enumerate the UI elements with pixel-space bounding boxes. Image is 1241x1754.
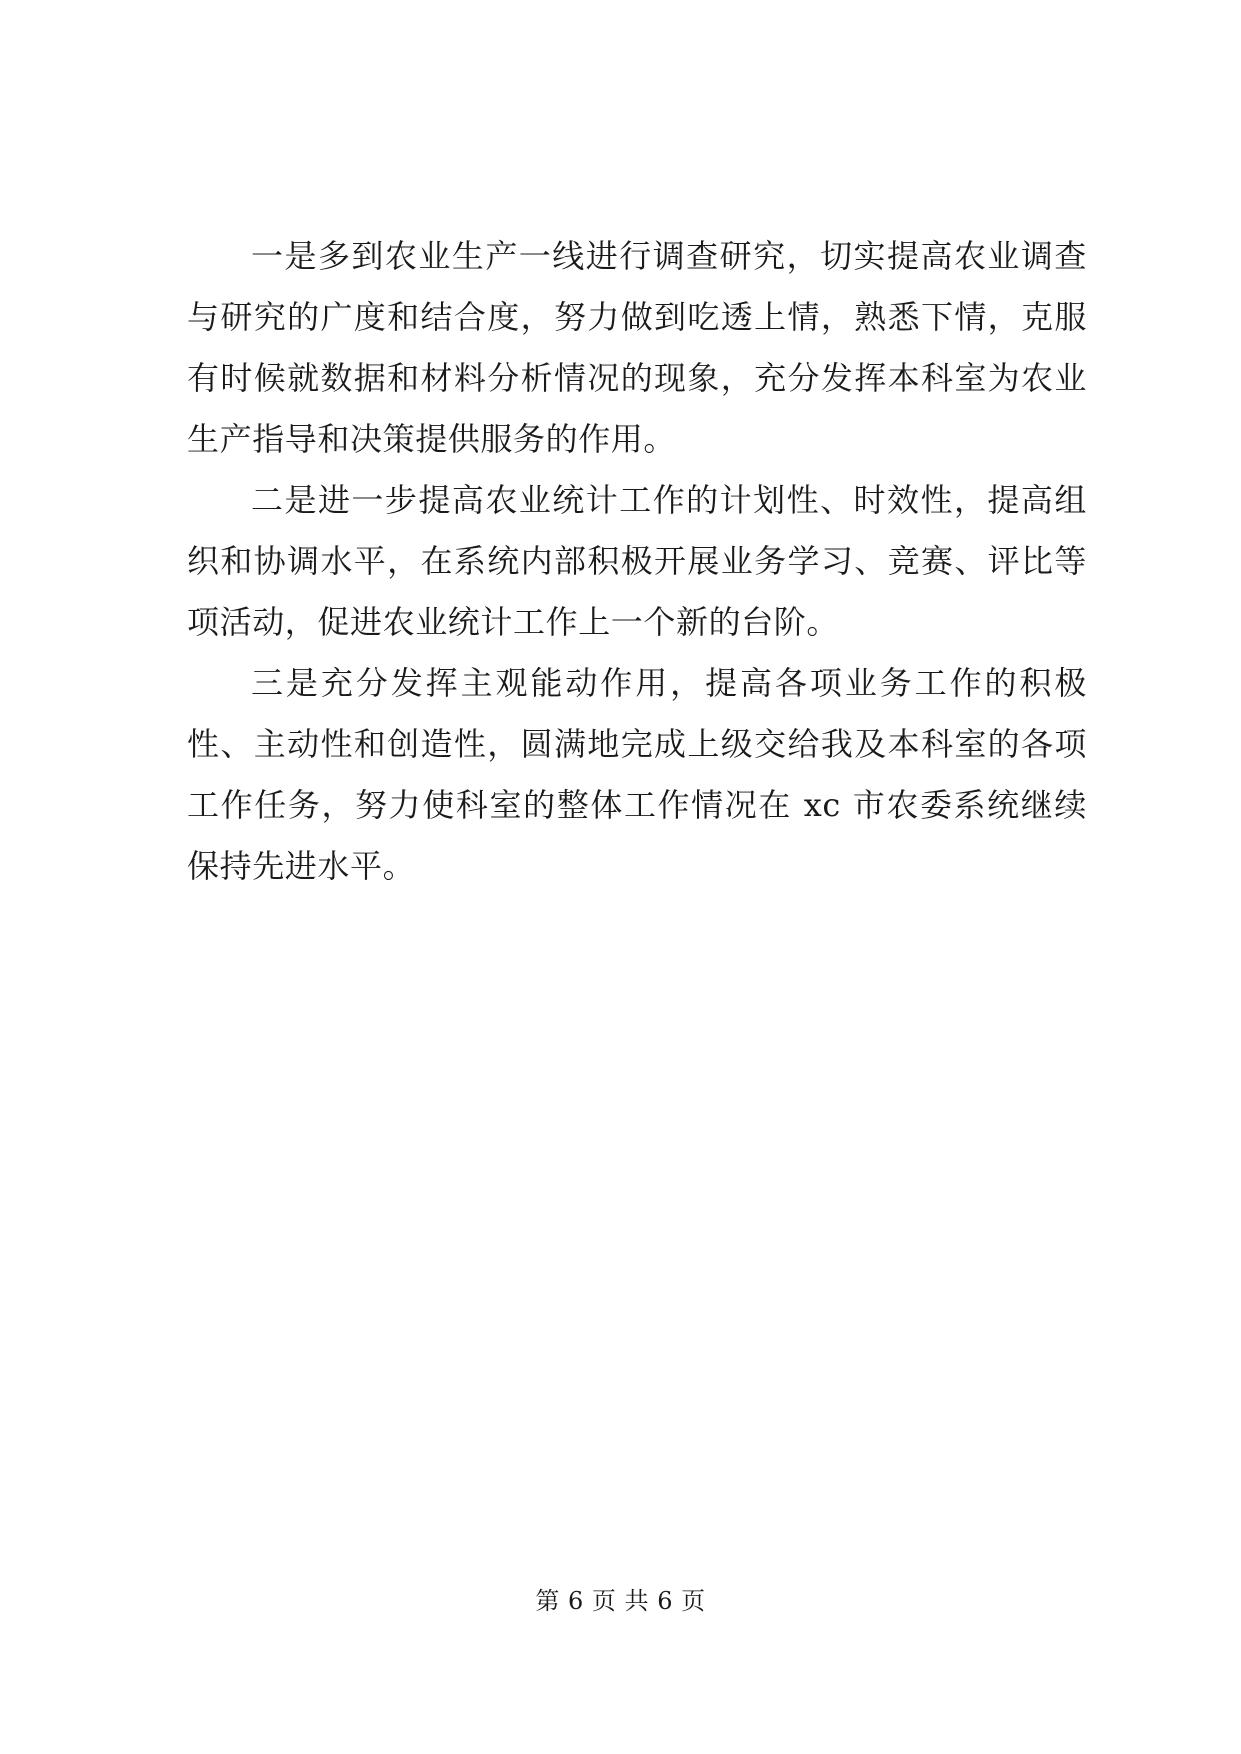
paragraph-1: 一是多到农业生产一线进行调查研究，切实提高农业调查与研究的广度和结合度，努力做到吃透上情，熟悉下情，克服有时候就数据和材料分析情况的现象，充分发挥本科室为农业生产指导和决策提供服务的作用。	[187, 237, 1087, 458]
page-footer: 第 6 页 共 6 页	[535, 1587, 706, 1615]
paragraph-2: 二是进一步提高农业统计工作的计划性、时效性，提高组织和协调水平，在系统内部积极开展业务学习、竞赛、评比等项活动，促进农业统计工作上一个新的台阶。	[187, 481, 1087, 641]
document-body	[187, 226, 1087, 897]
paragraph-3: 三是充分发挥主观能动作用，提高各项业务工作的积极性、主动性和创造性，圆满地完成上级交给我及本科室的各项工作任务，努力使科室的整体工作情况在 xc 市农委系统继续保持先进水平。	[187, 664, 1087, 885]
